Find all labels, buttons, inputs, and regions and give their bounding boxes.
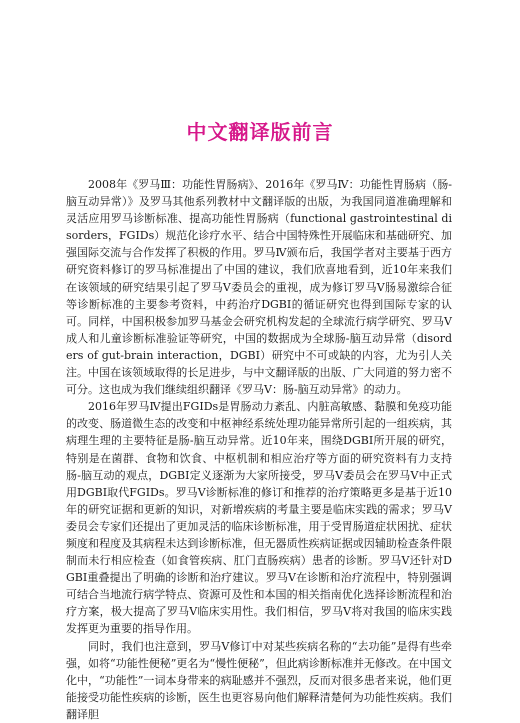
page-title: 中文翻译版前言 xyxy=(186,120,334,144)
document-body xyxy=(66,176,452,723)
paragraph-3: 同时，我们也注意到，罗马Ⅴ修订中对某些疾病名称的“去功能”是得有些牵强，如将“功能性便秘”更名为“慢性便秘”，但此病诊断标准并无修改。在中国文化中，“功能性”一词本身带来的病耻感并不强烈，反而对很多患者来说，他们更能接受功能性疾病的诊断，医生也更容易向他们解释清楚何为功能性疾病。我们翻译胆 xyxy=(66,639,452,721)
paragraph-2: 2016年罗马Ⅳ提出FGIDs是胃肠动力紊乱、内脏高敏感、黏膜和免疫功能的改变、肠道微生态的改变和中枢神经系统处理功能异常所引起的一组疾病，其病理生理的主要特征是肠-脑互动异常。近10年来，围绕DGBI所开展的研究，特别是在菌群、食物和饮食、中枢机制和相应治疗等方面的研究资料有力支持肠-脑互动的观点，DGBI定义逐渐为大家所接受，罗马Ⅴ委员会在罗马Ⅴ中正式用DGBI取代FGIDs。罗马Ⅴ诊断标准的修订和推荐的治疗策略更多是基于近10年的研究证据和更新的知识，对新增疾病的考量主要是临床实践的需求；罗马Ⅴ委员会专家们还提出了更加灵活的临床诊断标准，用于受胃肠道症状困扰、症状频度和程度及其病程未达到诊断标准，但无器质性疾病证据或因辅助检查条件限制而未行相应检查（如食管疾病、肛门直肠疾病）患者的诊断。罗马Ⅴ还针对DGBI重叠提出了明确的诊断和治疗建议。罗马Ⅴ在诊断和治疗流程中，特别强调可结合当地流行病学特点、资源可及性和本国的相关指南优化选择诊断流程和治疗方案，极大提高了罗马Ⅴ临床实用性。我们相信，罗马Ⅴ将对我国的临床实践发挥更为重要的指导作用。 xyxy=(66,400,452,636)
paragraph-1: 2008年《罗马Ⅲ：功能性胃肠病》、2016年《罗马Ⅳ：功能性胃肠病（肠-脑互动异常）》及罗马其他系列教材中文翻译版的出版，为我国同道准确理解和灵活应用罗马诊断标准、提高功能性胃肠病（functional gastrointestinal disorders，FGIDs）规范化诊疗水平、结合中国特殊性开展临床和基础研究、加强国际交流与合作发挥了积极的作用。罗马Ⅳ颁布后，我国学者对主要基于西方研究资料修订的罗马标准提出了中国的建议，我们欣喜地看到，近10年来我们在该领域的研究结果引起了罗马Ⅴ委员会的重视，成为修订罗马Ⅴ肠易激综合征等诊断标准的主要参考资料，中药治疗DGBI的循证研究也得到国际专家的认可。同样，中国积极参加罗马基金会研究机构发起的全球流行病学研究、罗马Ⅴ成人和儿童诊断标准验证等研究，中国的数据成为全球肠-脑互动异常（disorders of gut-brain interaction，DGBI）研究中不可或缺的内容，尤为引人关注。中国在该领域取得的长足进步，与中文翻译版的出版、广大同道的努力密不可分。这也成为我们继续组织翻译《罗马Ⅴ：肠-脑互动异常》的动力。 xyxy=(66,178,452,397)
